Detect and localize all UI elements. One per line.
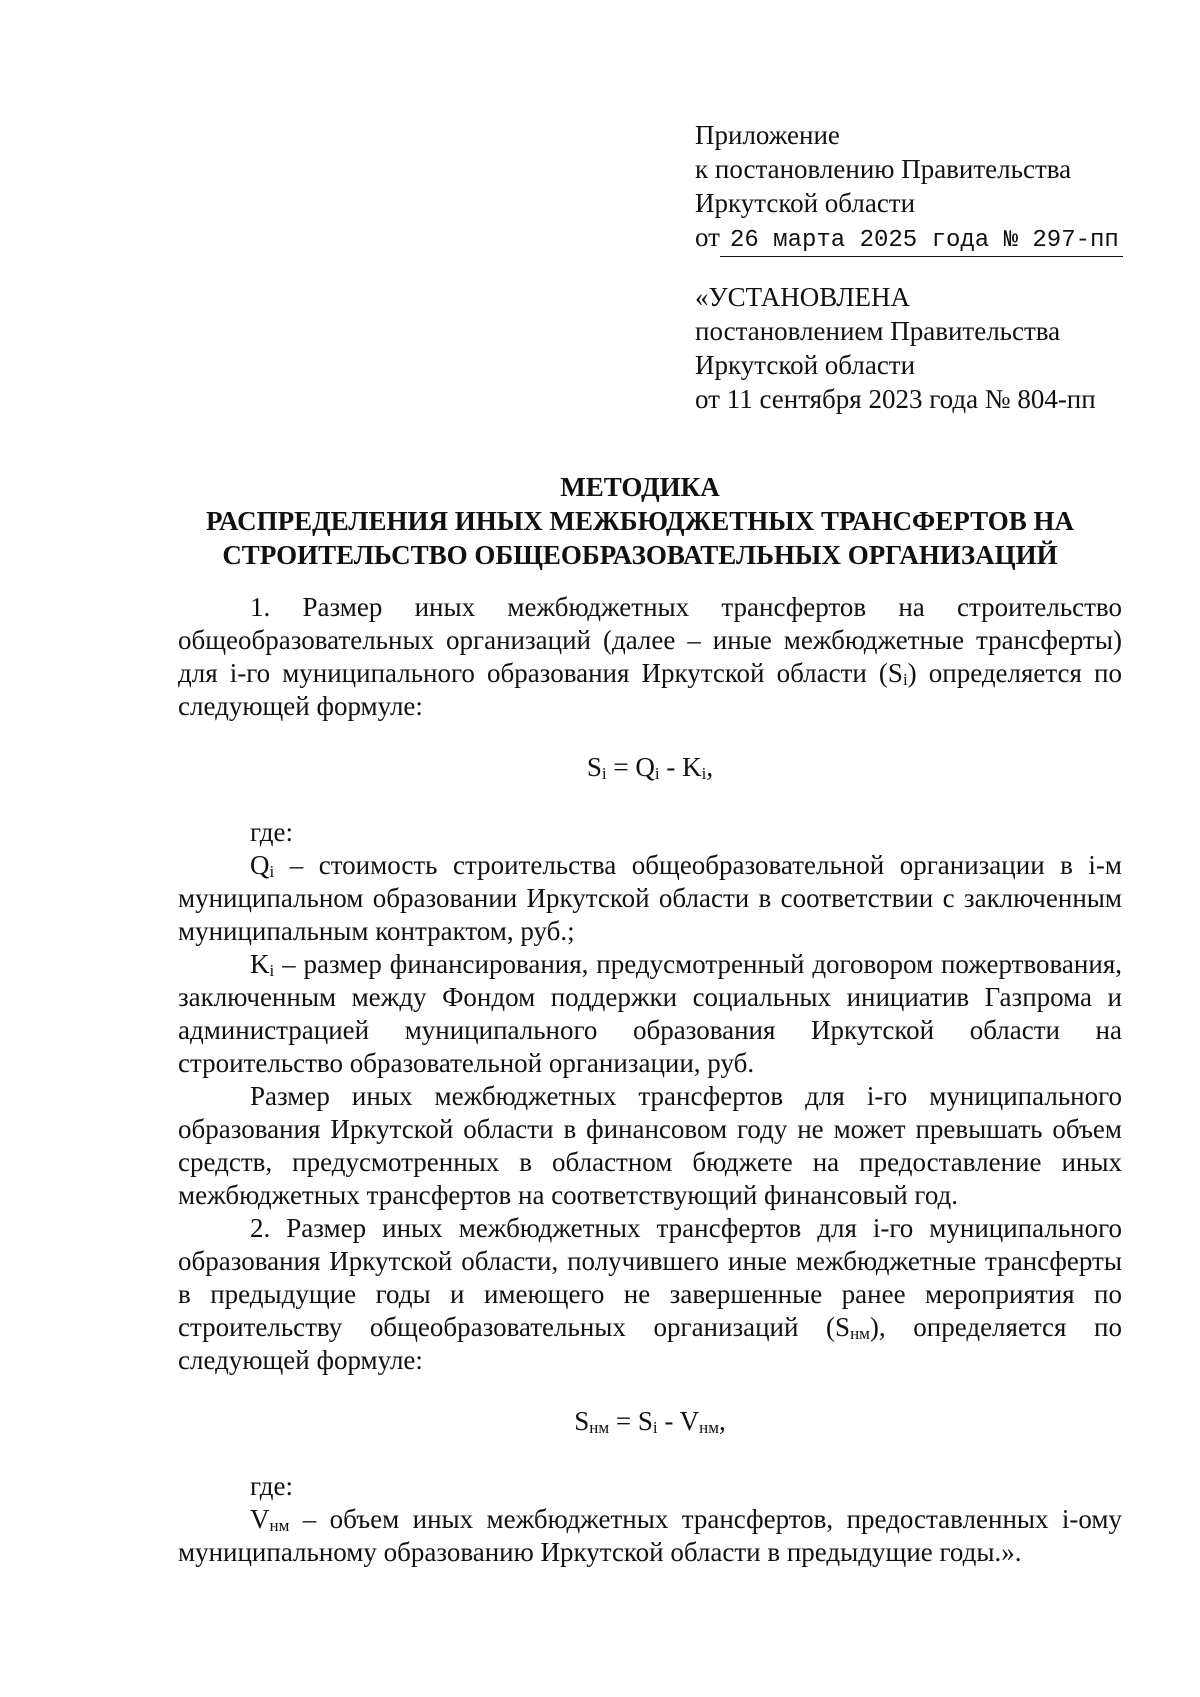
formula-2-end: , [719,1406,726,1436]
formula-2-s: S [574,1406,590,1436]
title-line-3: СТРОИТЕЛЬСТВО ОБЩЕОБРАЗОВАТЕЛЬНЫХ ОРГАНИЗАЦИЙ [222,540,1058,570]
definition-v-text: – объем иных межбюджетных трансфертов, предоставленных i-ому муниципальному образованию Иркутской области в предыдущие годы.». [178,1504,1122,1567]
formula-1-s-sub: i [601,764,607,783]
paragraph-2-text: 2. Размер иных межбюджетных трансфертов для i-го муниципального образования Иркутской области, получившего иные межбюджетные трансферты в предыдущие годы и имеющего не завершенные ранее мероприятия по строительству общеобразовательных организаций (S [178,1213,1122,1342]
established-block [695,280,1096,416]
formula-1-end: , [706,752,714,782]
appendix-header [695,118,1123,257]
where-label-1: где: [250,817,293,847]
formula-1-minus: - K [659,752,702,782]
paragraph-2-end: ), определяется по следующей формуле: [178,1312,1123,1375]
where-label-2: где: [250,1471,293,1501]
established-label: «УСТАНОВЛЕНА [695,282,911,312]
formula-1-k-sub: i [701,764,707,783]
definition-q-text: – стоимость строительства общеобразовательной организации в i-м муниципальном образовании Иркутской области в соответствии с заключенным муниципальным контрактом, руб.; [178,850,1122,946]
definition-k-symbol: K [250,949,270,979]
paragraph-limit: Размер иных межбюджетных трансфертов для i-го муниципального образования Иркутской области в финансовом году не может превышать объем средств, предусмотренных в областном бюджете на предоставление иных межбюджетных трансфертов на соответствующий финансовый год. [178,1081,1122,1210]
definition-q-symbol: Q [250,850,270,880]
formula-2-si-sub: i [652,1418,658,1437]
formula-2-s-sub: нм [589,1418,610,1437]
document-title [170,470,1110,572]
date-prefix: от [695,222,720,252]
definition-v [178,1503,1122,1569]
definition-q-sub: i [269,862,275,881]
date-fill: 26 марта 2025 года № 297-пп [720,227,1123,257]
formula-1-q-sub: i [654,764,660,783]
definition-v-symbol: V [250,1504,270,1534]
paragraph-2 [178,1212,1122,1377]
definition-k-sub: i [269,961,275,980]
established-date: от 11 сентября 2023 года № 804-пп [695,384,1096,414]
definition-k-text: – размер финансирования, предусмотренный договором пожертвования, заключенным между Фондом поддержки социальных инициатив Газпрома и администрацией муниципального образования Иркутской области на строительство образовательной организации, руб. [178,949,1122,1078]
paragraph-1-end: ) определяется по следующей формуле: [178,658,1122,721]
formula-2-minus: - V [657,1406,700,1436]
formula-1-eq: = Q [606,752,655,782]
paragraph-1-sub: i [902,670,908,689]
established-reference: постановлением Правительства [695,316,1061,346]
formula-2-v-sub: нм [699,1418,719,1437]
formula-2-eq: = S [609,1406,653,1436]
formula-1-s: S [586,752,602,782]
document-body [178,591,1122,1569]
paragraph-1-text: 1. Размер иных межбюджетных трансфертов на строительство общеобразовательных организаций (далее – иные межбюджетные трансферты) для i-го муниципального образования Иркутской области (S [178,592,1122,688]
established-region: Иркутской области [695,350,916,380]
appendix-reference: к постановлению Правительства [695,154,1072,184]
appendix-region: Иркутской области [695,188,916,218]
appendix-date-line [695,220,1123,257]
paragraph-1 [178,591,1122,723]
paragraph-2-sub: нм [850,1324,870,1343]
formula-2 [178,1405,1122,1438]
title-line-1: МЕТОДИКА [560,472,720,502]
title-line-2: РАСПРЕДЕЛЕНИЯ ИНЫХ МЕЖБЮДЖЕТНЫХ ТРАНСФЕРТОВ НА [205,506,1074,536]
appendix-label: Приложение [695,120,840,150]
definition-k [178,948,1122,1080]
definition-v-sub: нм [269,1516,290,1535]
definition-q [178,849,1122,948]
formula-1 [178,751,1122,784]
